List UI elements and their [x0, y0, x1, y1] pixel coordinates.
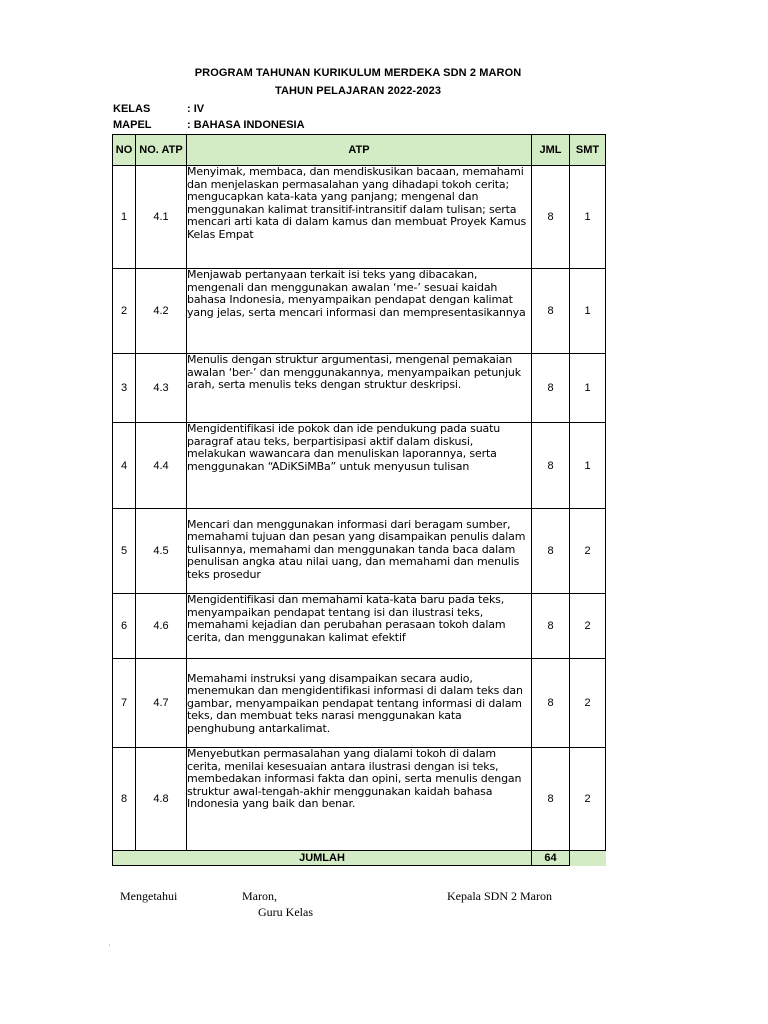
row-smt: 2	[570, 748, 606, 851]
table-row	[113, 659, 606, 748]
row-smt: 1	[570, 166, 606, 269]
table-header-row	[113, 135, 606, 166]
table-row	[113, 423, 606, 509]
row-no: 8	[113, 748, 136, 851]
row-atp-number: 4.7	[136, 659, 187, 748]
kelas-label: KELAS	[113, 103, 151, 115]
row-no: 7	[113, 659, 136, 748]
row-no: 2	[113, 269, 136, 354]
guru-kelas-label: Guru Kelas	[258, 905, 313, 919]
mengetahui-label: Mengetahui	[120, 889, 178, 903]
row-atp-text: Menyimak, membaca, dan mendiskusikan bacaan, memahami dan menjelaskan permasalahan yang dihadapi tokoh cerita; mengucapkan kata-kata yang panjang; mengenal dan menggunakan kalimat transitif-intransitif dalam tulisan; serta mencari arti kata di dalam kamus dan membuat Proyek Kamus Kelas Empat	[187, 166, 532, 269]
document-title-line1: PROGRAM TAHUNAN KURIKULUM MERDEKA SDN 2 MARON	[194, 67, 522, 79]
row-atp-number: 4.8	[136, 748, 187, 851]
row-jml: 8	[532, 748, 570, 851]
row-atp-number: 4.6	[136, 594, 187, 659]
row-atp-text: Mengidentifikasi ide pokok dan ide pendukung pada suatu paragraf atau teks, berpartisipasi aktif dalam diskusi, melakukan wawancara dan menuliskan laporannya, serta menggunakan “ADiKSiMBa” untuk menyusun tulisan	[187, 423, 532, 509]
column-header-smt: SMT	[570, 135, 606, 166]
footer-mark: '	[109, 945, 111, 951]
row-no: 1	[113, 166, 136, 269]
row-atp-text: Mencari dan menggunakan informasi dari beragam sumber, memahami tujuan dan pesan yang disampaikan penulis dalam tulisannya, memahami dan menggunakan tanda baca dalam penulisan angka atau nilai uang, dan memahami dan menulis teks prosedur	[187, 509, 532, 594]
row-jml: 8	[532, 269, 570, 354]
row-atp-number: 4.2	[136, 269, 187, 354]
table-row	[113, 269, 606, 354]
total-row	[113, 851, 606, 866]
mapel-value: : BAHASA INDONESIA	[187, 119, 305, 131]
row-jml: 8	[532, 509, 570, 594]
column-header-jml: JML	[532, 135, 570, 166]
column-header-no-atp: NO. ATP	[136, 135, 187, 166]
row-smt: 1	[570, 269, 606, 354]
table-row	[113, 354, 606, 423]
row-atp-text: Memahami instruksi yang disampaikan secara audio, menemukan dan mengidentifikasi informasi di dalam teks dan gambar, menyampaikan pendapat tentang informasi di dalam teks, dan membuat teks narasi menggunakan kata penghubung antarkalimat.	[187, 659, 532, 748]
table-row	[113, 509, 606, 594]
row-smt: 1	[570, 423, 606, 509]
row-jml: 8	[532, 423, 570, 509]
document-title-line2: TAHUN PELAJARAN 2022-2023	[274, 85, 442, 97]
total-value: 64	[532, 851, 570, 866]
kepala-sekolah-label: Kepala SDN 2 Maron	[447, 889, 552, 903]
row-atp-number: 4.1	[136, 166, 187, 269]
row-smt: 1	[570, 354, 606, 423]
row-atp-text: Menyebutkan permasalahan yang dialami tokoh di dalam cerita, menilai kesesuaian antara ilustrasi dengan isi teks, membedakan informasi fakta dan opini, serta menulis dengan struktur awal-tengah-akhir menggunakan kaidah bahasa Indonesia yang baik dan benar.	[187, 748, 532, 851]
row-smt: 2	[570, 594, 606, 659]
table-row	[113, 748, 606, 851]
place-label: Maron,	[242, 889, 277, 903]
row-no: 5	[113, 509, 136, 594]
row-jml: 8	[532, 354, 570, 423]
row-atp-text: Mengidentifikasi dan memahami kata-kata baru pada teks, menyampaikan pendapat tentang isi dan ilustrasi teks, memahami kejadian dan perubahan perasaan tokoh dalam cerita, dan menggunakan kalimat efektif	[187, 594, 532, 659]
row-jml: 8	[532, 166, 570, 269]
table-row	[113, 166, 606, 269]
kelas-value: : IV	[187, 103, 205, 115]
table-row	[113, 594, 606, 659]
total-empty-cell	[570, 851, 606, 866]
row-no: 4	[113, 423, 136, 509]
row-smt: 2	[570, 659, 606, 748]
row-jml: 8	[532, 594, 570, 659]
row-atp-number: 4.3	[136, 354, 187, 423]
total-label: JUMLAH	[113, 851, 532, 866]
row-atp-text: Menjawab pertanyaan terkait isi teks yang dibacakan, mengenali dan menggunakan awalan ‘me-’ sesuai kaidah bahasa Indonesia, menyampaikan pendapat dengan kalimat yang jelas, serta mencari informasi dan mempresentasikannya	[187, 269, 532, 354]
row-atp-number: 4.5	[136, 509, 187, 594]
row-no: 3	[113, 354, 136, 423]
row-jml: 8	[532, 659, 570, 748]
column-header-atp: ATP	[187, 135, 532, 166]
row-no: 6	[113, 594, 136, 659]
row-atp-text: Menulis dengan struktur argumentasi, mengenal pemakaian awalan ‘ber-’ dan menggunakannya, menyampaikan petunjuk arah, serta menulis teks dengan struktur deskripsi.	[187, 354, 532, 423]
mapel-label: MAPEL	[113, 119, 152, 131]
row-smt: 2	[570, 509, 606, 594]
row-atp-number: 4.4	[136, 423, 187, 509]
column-header-no: NO	[113, 135, 136, 166]
atp-table	[112, 134, 606, 866]
